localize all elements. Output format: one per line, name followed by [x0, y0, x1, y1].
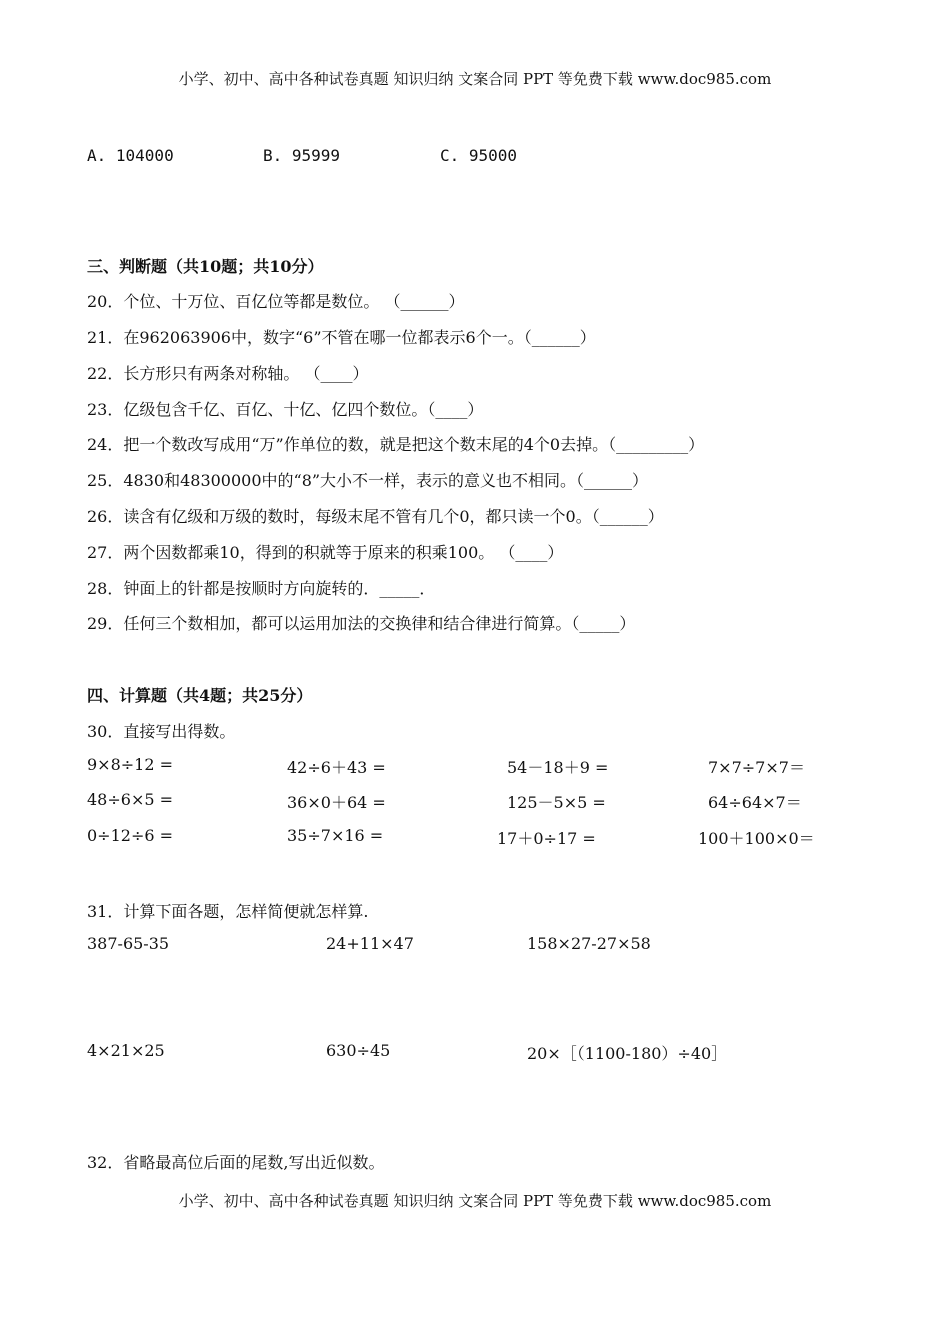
question-21: 21．在962063906中，数字“6”不管在哪一位都表示6个一。（______）	[87, 328, 596, 347]
option-a: A. 104000	[87, 146, 174, 165]
q30-cell: 48÷6×5 =	[87, 790, 174, 809]
section-3-title: 三、判断题（共10题；共10分）	[87, 257, 324, 276]
question-24: 24．把一个数改写成用“万”作单位的数，就是把这个数末尾的4个0去掉。（_________）	[87, 435, 705, 454]
option-b: B. 95999	[263, 146, 341, 165]
question-23: 23．亿级包含千亿、百亿、十亿、亿四个数位。（____）	[87, 400, 484, 419]
page-footer: 小学、初中、高中各种试卷真题 知识归纳 文案合同 PPT 等免费下载 www.doc985.com	[178, 1192, 772, 1210]
q30-cell: 35÷7×16 =	[287, 826, 384, 845]
section-4-title: 四、计算题（共4题；共25分）	[87, 686, 313, 705]
q30-cell: 9×8÷12 =	[87, 755, 174, 774]
question-32: 32．省略最高位后面的尾数,写出近似数。	[87, 1153, 385, 1172]
q31-cell: 158×27-27×58	[527, 934, 651, 953]
q30-cell: 64÷64×7＝	[708, 793, 802, 812]
question-28: 28．钟面上的针都是按顺时方向旋转的．_____．	[87, 579, 436, 598]
question-25: 25．4830和48300000中的“8”大小不一样，表示的意义也不相同。（______）	[87, 471, 649, 490]
q31-cell: 24+11×47	[326, 934, 414, 953]
q30-cell: 36×0＋64 =	[287, 793, 386, 812]
question-20: 20．个位、十万位、百亿位等都是数位。 （______）	[87, 292, 465, 311]
q31-cell: 20×［（1100-180）÷40］	[527, 1044, 728, 1063]
question-29: 29．任何三个数相加，都可以运用加法的交换律和结合律进行简算。（_____）	[87, 614, 636, 633]
question-31: 31．计算下面各题，怎样简便就怎样算.	[87, 902, 369, 921]
q31-cell: 4×21×25	[87, 1041, 165, 1060]
page-header: 小学、初中、高中各种试卷真题 知识归纳 文案合同 PPT 等免费下载 www.doc985.com	[178, 70, 772, 88]
option-c: C. 95000	[440, 146, 518, 165]
q30-cell: 125－5×5 =	[507, 793, 606, 812]
q30-cell: 42÷6＋43 =	[287, 758, 386, 777]
question-26: 26．读含有亿级和万级的数时，每级末尾不管有几个0，都只读一个0。（______）	[87, 507, 664, 526]
q30-cell: 17＋0÷17 =	[497, 829, 596, 848]
q31-cell: 630÷45	[326, 1041, 391, 1060]
q30-cell: 54－18＋9 =	[507, 758, 609, 777]
q31-cell: 387-65-35	[87, 934, 170, 953]
question-27: 27．两个因数都乘10，得到的积就等于原来的积乘100。 （____）	[87, 543, 564, 562]
q30-cell: 7×7÷7×7＝	[708, 758, 805, 777]
question-22: 22．长方形只有两条对称轴。 （____）	[87, 364, 369, 383]
q30-cell: 0÷12÷6 =	[87, 826, 174, 845]
q30-cell: 100＋100×0＝	[698, 829, 815, 848]
question-30: 30．直接写出得数。	[87, 722, 236, 741]
